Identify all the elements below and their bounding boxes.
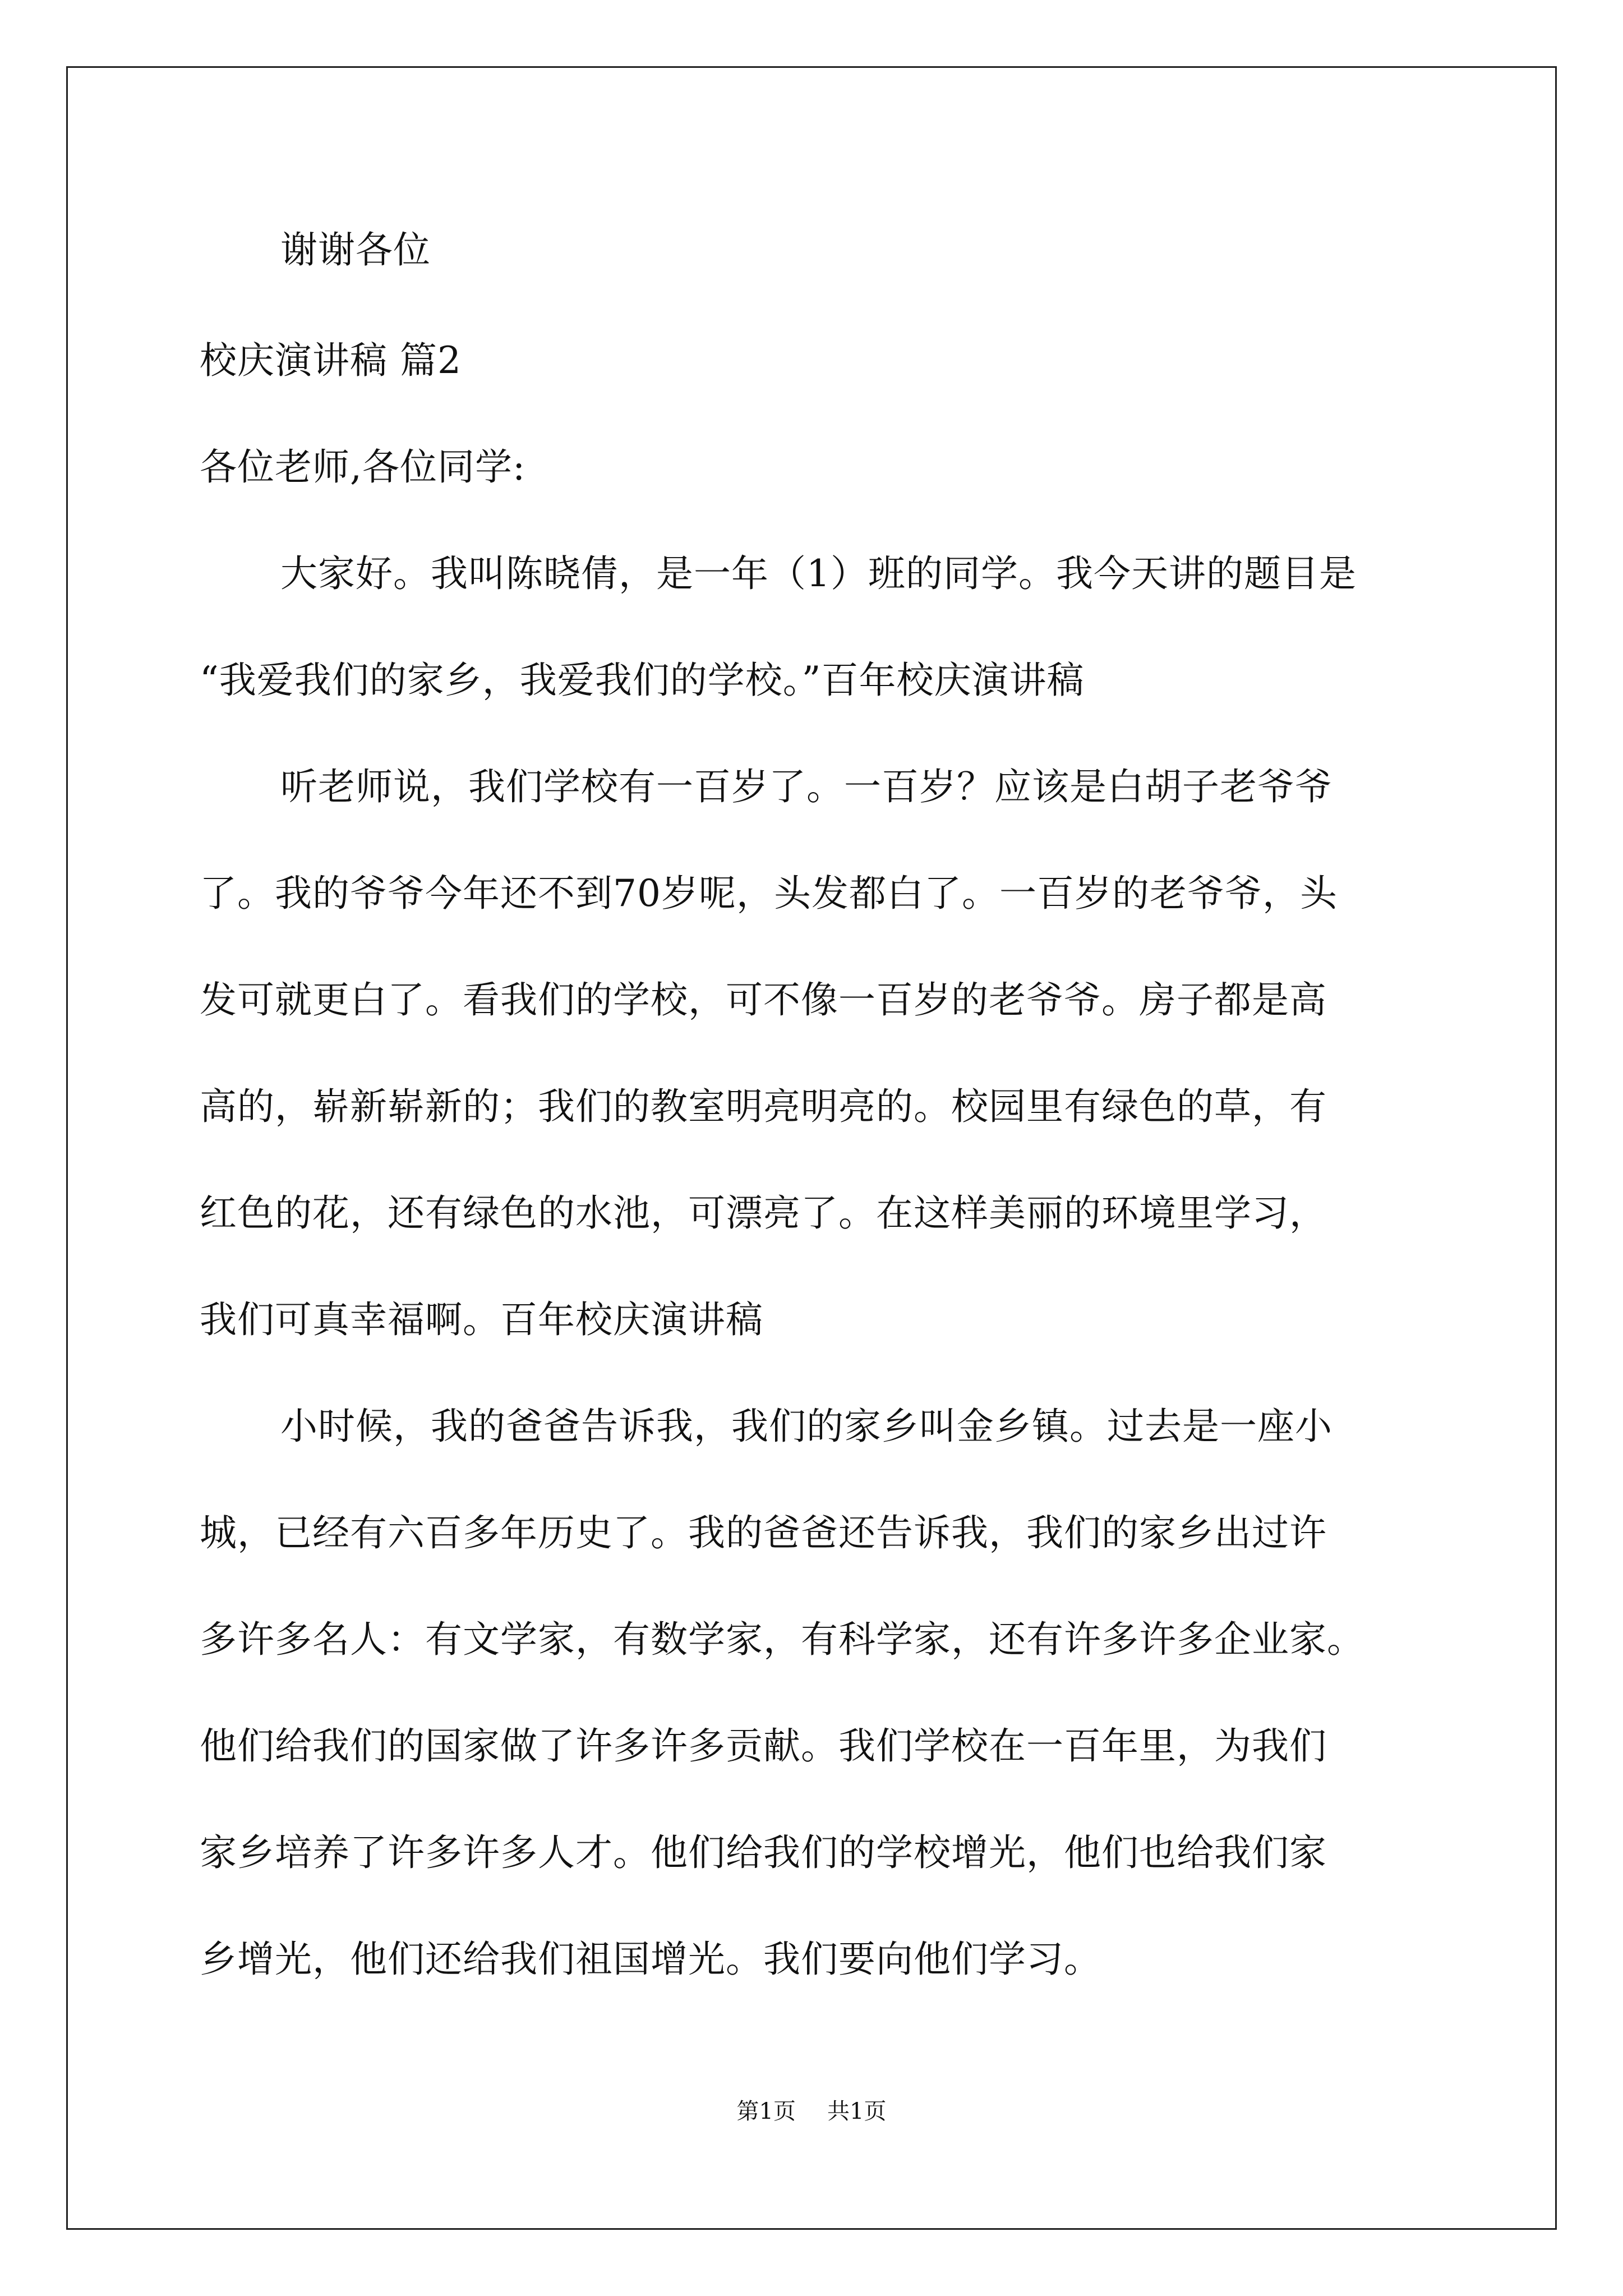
paragraph-line: 城，已经有六百多年历史了。我的爸爸还告诉我，我们的家乡出过许 — [200, 1511, 1327, 1554]
paragraph-line: 小时候，我的爸爸告诉我，我们的家乡叫金乡镇。过去是一座小 — [280, 1405, 1332, 1448]
section-title: 校庆演讲稿 篇2 — [200, 339, 462, 382]
page-number: 第1页 — [736, 2099, 796, 2124]
paragraph-line: “我爱我们的家乡，我爱我们的学校。”百年校庆演讲稿 — [200, 659, 1085, 702]
greeting-line: 各位老师,各位同学: — [200, 445, 526, 489]
closing-line: 谢谢各位 — [280, 228, 431, 272]
paragraph-line: 我们可真幸福啊。百年校庆演讲稿 — [200, 1298, 763, 1341]
paragraph-line: 大家好。我叫陈晓倩，是一年（1）班的同学。我今天讲的题目是 — [280, 552, 1357, 595]
page-footer — [0, 2100, 1623, 2123]
paragraph-line: 发可就更白了。看我们的学校，可不像一百岁的老爷爷。房子都是高 — [200, 978, 1327, 1022]
paragraph-line: 他们给我们的国家做了许多许多贡献。我们学校在一百年里，为我们 — [200, 1724, 1327, 1768]
paragraph-line: 乡增光，他们还给我们祖国增光。我们要向他们学习。 — [200, 1938, 1101, 1981]
page-border — [66, 66, 1557, 2230]
paragraph-line: 红色的花，还有绿色的水池，可漂亮了。在这样美丽的环境里学习， — [200, 1191, 1327, 1235]
paragraph-line: 高的，崭新崭新的；我们的教室明亮明亮的。校园里有绿色的草，有 — [200, 1085, 1327, 1128]
paragraph-line: 多许多名人：有文学家，有数学家，有科学家，还有许多许多企业家。 — [200, 1618, 1364, 1661]
page-total: 共1页 — [827, 2099, 887, 2124]
paragraph-line: 家乡培养了许多许多人才。他们给我们的学校增光，他们也给我们家 — [200, 1831, 1327, 1874]
paragraph-line: 听老师说，我们学校有一百岁了。一百岁？应该是白胡子老爷爷 — [280, 765, 1332, 808]
paragraph-line: 了。我的爷爷今年还不到70岁呢，头发都白了。一百岁的老爷爷，头 — [200, 872, 1338, 915]
